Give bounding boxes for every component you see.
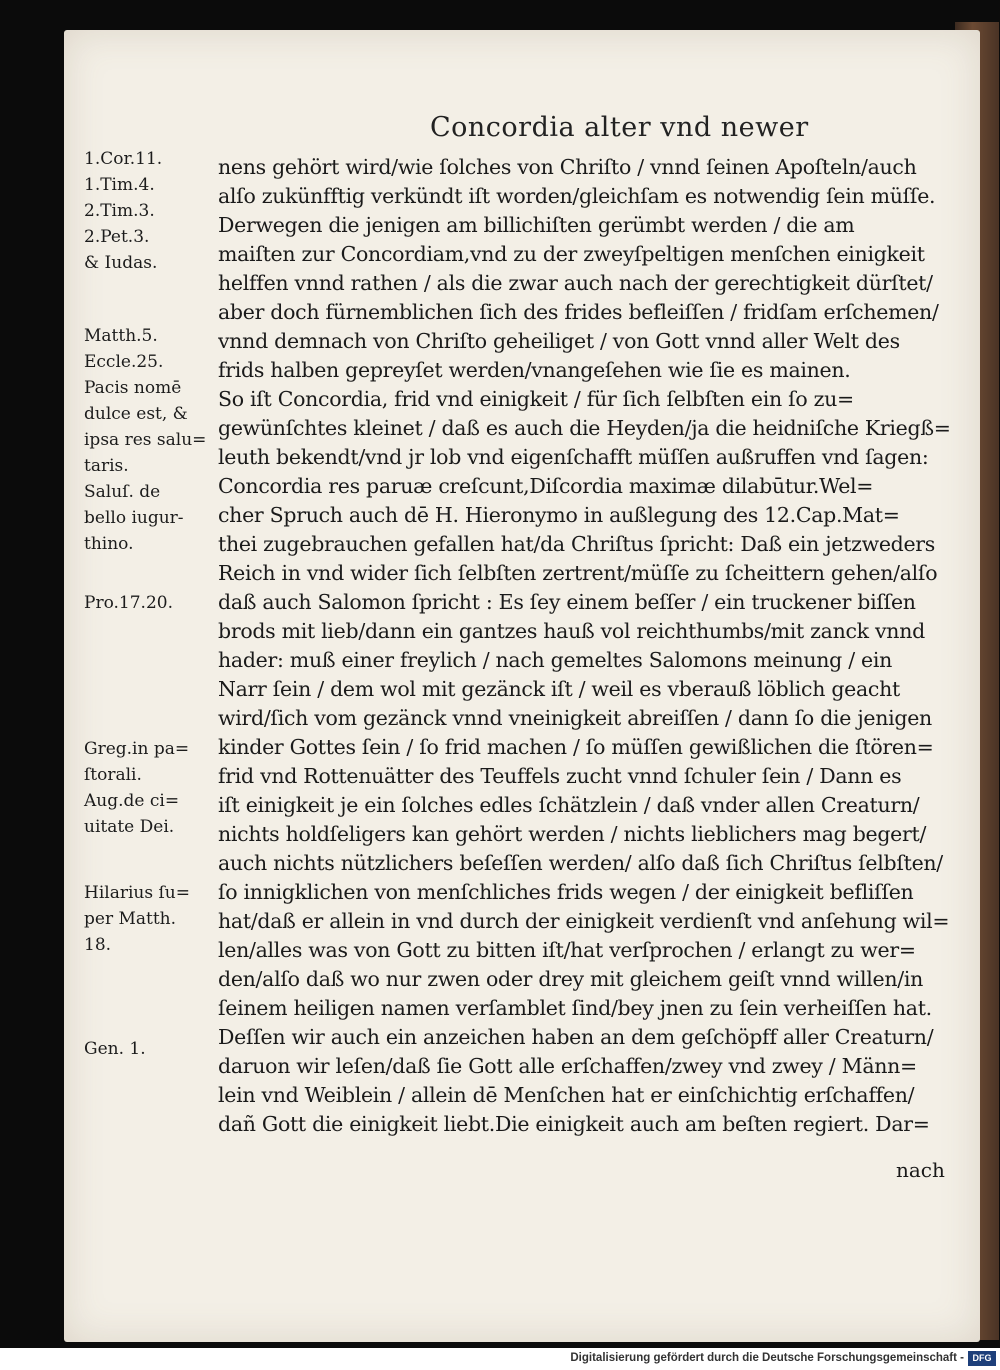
text-line: Deſſen wir auch ein anzeichen haben an dem geſchöpff aller Creaturn/ [218, 1025, 934, 1049]
text-line: thei zugebrauchen gefallen hat/da Chriſtus ſpricht: Daß ein jetzweders [218, 532, 936, 556]
text-line: aber doch fürnemblichen ſich des frides befleiſſen / fridſam erſchemen/ [218, 300, 939, 324]
text-line: nichts holdſeligers kan gehört werden / nichts lieblichers mag begert/ [218, 822, 927, 846]
margin-note-6: Gen. 1. [84, 1039, 146, 1059]
text-line: wird/ſich vom gezänck vnnd vneinigkeit abreiſſen / dann ſo die jenigen [218, 706, 932, 730]
text-line: frids halben gepreyſet werden/vnangeſehen wie ſie es mainen. [218, 358, 851, 382]
text-line: vnnd demnach von Chriſto geheiliget / von Gott vnnd aller Welt des [218, 329, 900, 353]
catchword: nach [896, 1158, 945, 1182]
text-line: helffen vnnd rathen / als die zwar auch nach der gerechtigkeit dürſtet/ [218, 271, 933, 295]
text-line: dañ Gott die einigkeit liebt.Die einigkeit auch am beſten regiert. Dar= [218, 1112, 930, 1136]
margin-note-3: Pro.17.20. [84, 593, 173, 613]
text-line: alſo zukünfftig verkündt iſt worden/gleichſam es notwendig ſein müſſe. [218, 184, 936, 208]
text-line: daß auch Salomon ſpricht : Es ſey einem beſſer / ein truckener biſſen [218, 590, 916, 614]
text-line: Reich in vnd wider ſich ſelbſten zertrent/müſſe zu ſcheittern gehen/alſo [218, 561, 938, 585]
running-head: Concordia alter vnd newer [430, 112, 809, 143]
text-line: lein vnd Weiblein / allein dē Menſchen hat er einſchichtig erſchaffen/ [218, 1083, 915, 1107]
text-line: ſeinem heiligen namen verſamblet ſind/bey jnen zu ſein verheiſſen hat. [218, 996, 932, 1020]
dfg-logo: DFG [968, 1351, 996, 1366]
text-line: So iſt Concordia, frid vnd einigkeit / für ſich ſelbſten ein ſo zu= [218, 387, 854, 411]
margin-note-2: Matth.5. Eccle.25. Pacis nomē dulce est, & ipsa res salu= taris. Saluſ. de bello iugur- thino. [84, 326, 207, 554]
text-line: iſt einigkeit je ein ſolches edles ſchätzlein / daß vnder allen Creaturn/ [218, 793, 920, 817]
text-line: maiſten zur Concordiam,vnd zu der zweyſpeltigen menſchen einigkeit [218, 242, 925, 266]
margin-note-4: Greg.in pa= ſtorali. Aug.de ci= uitate Dei. [84, 739, 190, 837]
text-line: hader: muß einer freylich / nach gemeltes Salomons meinung / ein [218, 648, 893, 672]
text-line: Derwegen die jenigen am billichiſten gerümbt werden / die am [218, 213, 855, 237]
text-line: kinder Gottes ſein / ſo frid machen / ſo müſſen gewißlichen die ſtören= [218, 735, 934, 759]
text-line: gewünſchtes kleinet / daß es auch die Heyden/ja die heidniſche Kriegß= [218, 416, 951, 440]
text-line: auch nichts nützlichers beſeſſen werden/ alſo daß ſich Chriſtus ſelbſten/ [218, 851, 943, 875]
text-line: frid vnd Rottenuätter des Teuffels zucht vnnd ſchuler ſein / Dann es [218, 764, 902, 788]
text-line: ſo innigklichen von menſchliches frids wegen / der einigkeit befliſſen [218, 880, 914, 904]
text-line: brods mit lieb/dann ein gantzes hauß vol reichthumbs/mit zanck vnnd [218, 619, 925, 643]
text-line: Narr ſein / dem wol mit gezänck iſt / weil es vberauß löblich geacht [218, 677, 900, 701]
footer-credit: Digitalisierung gefördert durch die Deutsche Forschungsgemeinschaft - [570, 1352, 964, 1364]
margin-note-5: Hilarius ſu= per Matth. 18. [84, 883, 190, 955]
body-text [218, 153, 963, 1139]
text-line: hat/daß er allein in vnd durch der einigkeit verdienſt vnd anſehung wil= [218, 909, 950, 933]
text-line: den/alſo daß wo nur zwen oder drey mit gleichem geiſt vnnd willen/in [218, 967, 924, 991]
text-line: len/alles was von Gott zu bitten iſt/hat verſprochen / erlangt zu wer= [218, 938, 916, 962]
text-line: Concordia res paruæ creſcunt,Diſcordia maximæ dilabūtur.Wel= [218, 474, 874, 498]
text-line: cher Spruch auch dē H. Hieronymo in außlegung des 12.Cap.Mat= [218, 503, 900, 527]
margin-note-1: 1.Cor.11. 1.Tim.4. 2.Tim.3. 2.Pet.3. & Iudas. [84, 149, 163, 273]
text-line: nens gehört wird/wie ſolches von Chriſto / vnnd ſeinen Apoſteln/auch [218, 155, 917, 179]
text-line: leuth bekendt/vnd jr lob vnd eigenſchafft müſſen außruffen vnd ſagen: [218, 445, 929, 469]
text-line: daruon wir leſen/daß ſie Gott alle erſchaffen/zwey vnd zwey / Männ= [218, 1054, 917, 1078]
